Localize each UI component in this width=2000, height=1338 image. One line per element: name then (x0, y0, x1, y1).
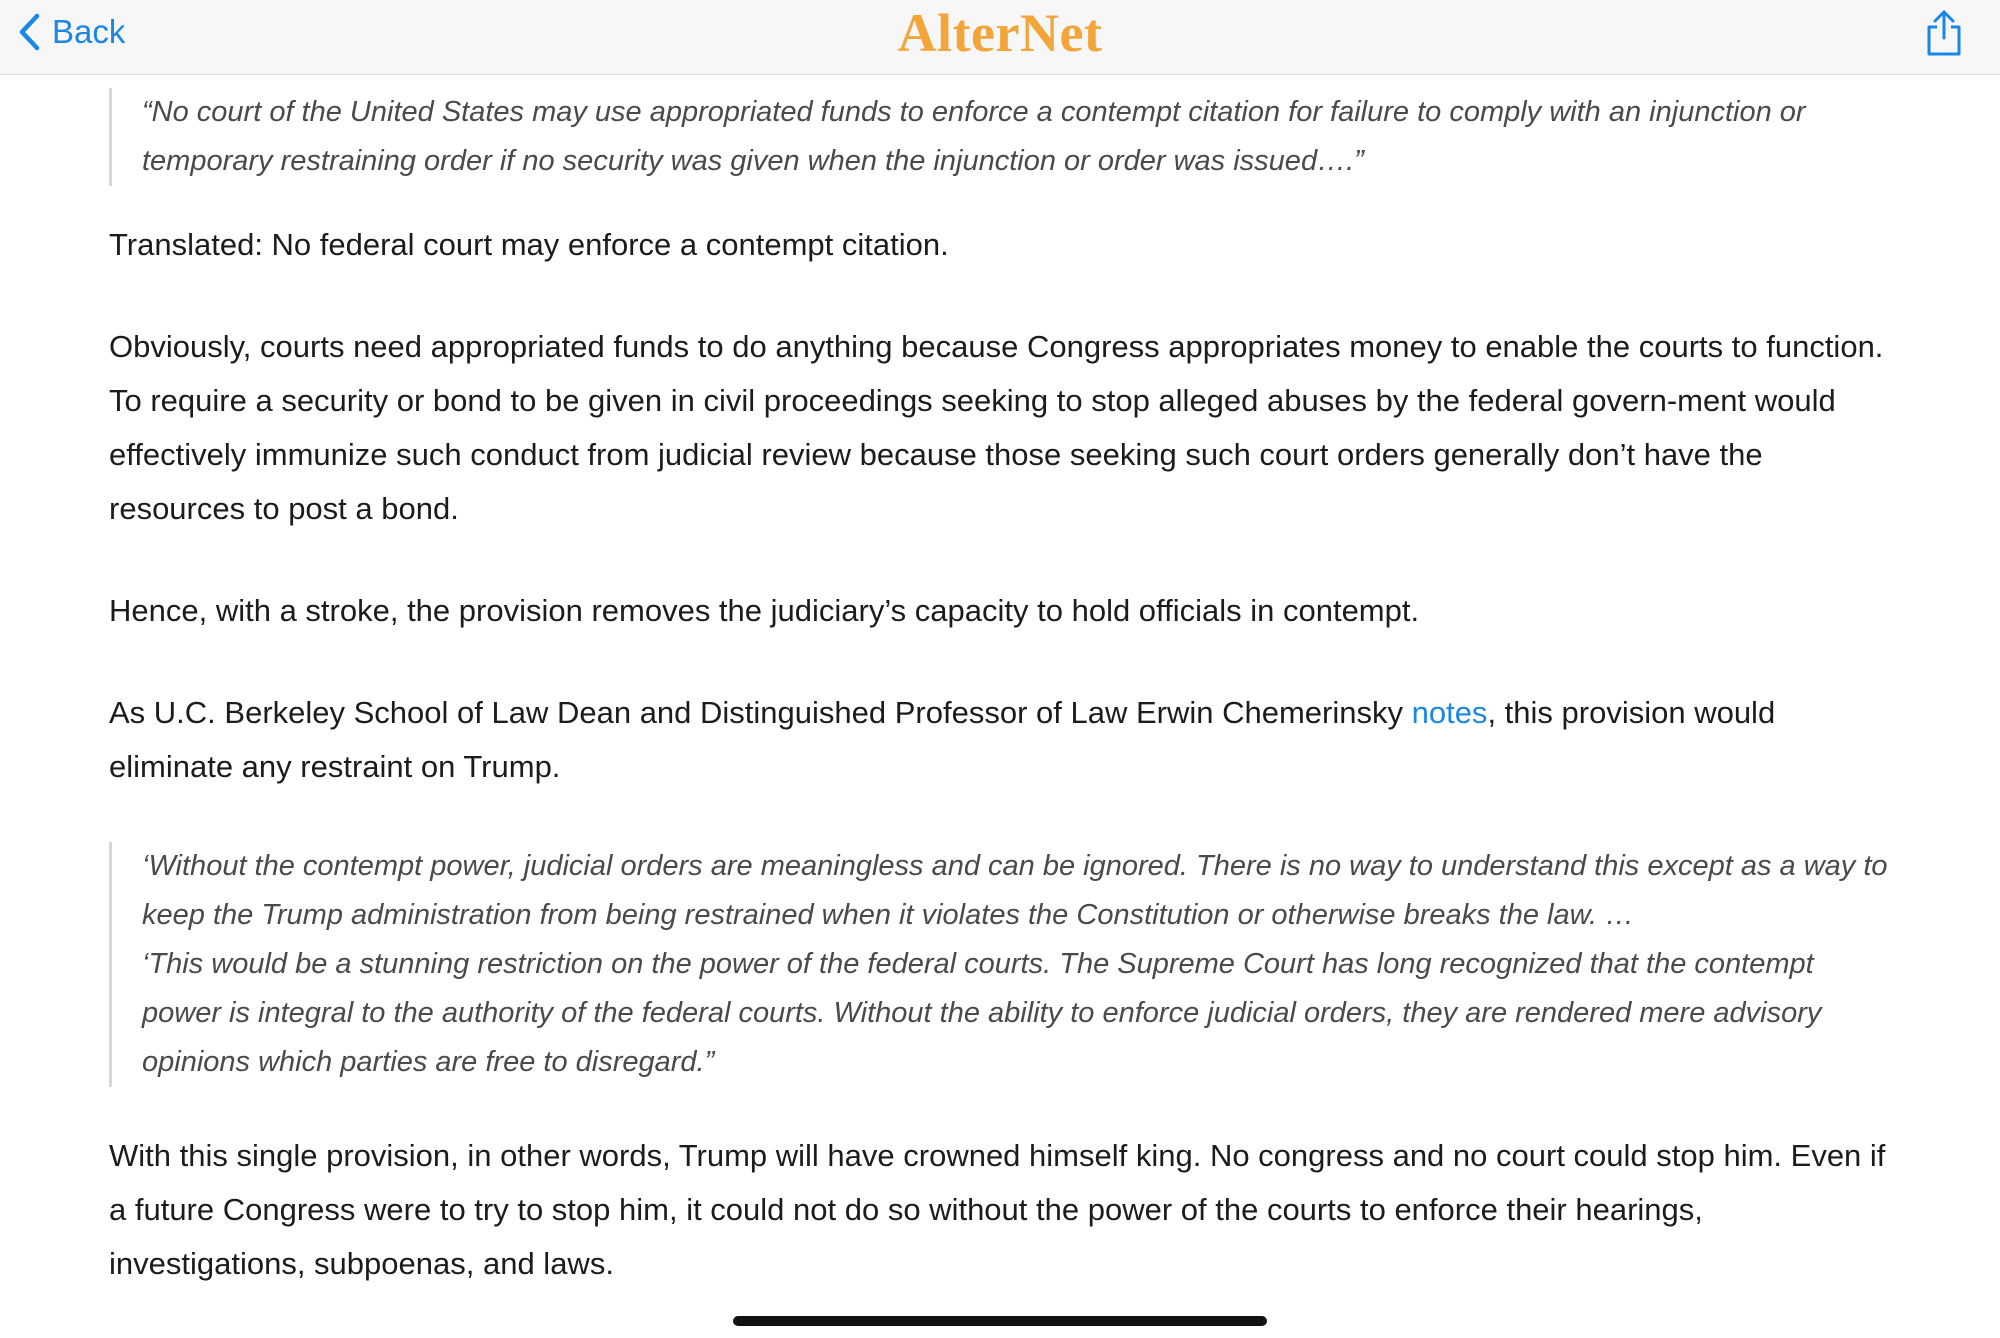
quote-paragraph-1: ‘Without the contempt power, judicial orders are meaningless and can be ignored. There is no way to understand this except as a way to keep the Trump administration from being restrained when it violates the Constitution or otherwise breaks the law. … (142, 850, 1888, 931)
home-indicator[interactable] (733, 1316, 1267, 1326)
back-label: Back (52, 13, 126, 50)
quote-text: “No court of the United States may use appropriated funds to enforce a contempt citation for failure to comply with an injunction or temporary restraining order if no security was given when the injunction or order was issued….” (142, 96, 1806, 177)
notes-link[interactable]: notes (1411, 695, 1488, 730)
quote-paragraph-2: ‘This would be a stunning restriction on the power of the federal courts. The Supreme Court has long recognized that the contempt power is integral to the authority of the federal courts. Without the ability to enforce judicial orders, they are rendered mere advisory opinions which parties are free to disregard.” (142, 948, 1822, 1078)
article-body (109, 74, 1891, 1291)
paragraph-hence: Hence, with a stroke, the provision removes the judiciary’s capacity to hold officials in contempt. (109, 593, 1420, 628)
nav-bar (0, 0, 2000, 75)
share-icon[interactable] (1924, 8, 1964, 58)
quote-block-1 (109, 88, 1891, 186)
site-logo[interactable]: AlterNet (897, 3, 1103, 63)
paragraph-crowned-king: With this single provision, in other words, Trump will have crowned himself king. No congress and no court could stop him. Even if a future Congress were to try to stop him, it could not do so without the power of the courts to enforce their hearings, investigations, subpoenas, and laws. (109, 1138, 1886, 1281)
paragraph-text-before: As U.C. Berkeley School of Law Dean and Distinguished Professor of Law Erwin Chemerinsky (109, 695, 1412, 730)
quote-block-2 (109, 842, 1891, 1087)
paragraph-translated: Translated: No federal court may enforce a contempt citation. (109, 227, 949, 262)
paragraph-chemerinsky (109, 686, 1891, 794)
paragraph-text-after: , this provision would eliminate any restraint on Trump. (109, 695, 1776, 784)
paragraph-appropriated-funds: Obviously, courts need appropriated funds to do anything because Congress appropriates money to enable the courts to function. To require a security or bond to be given in civil proceedings seeking to stop alleged abuses by the federal govern-ment would effectively immunize such conduct from judicial review because those seeking such court orders generally don’t have the resources to post a bond. (109, 329, 1884, 526)
